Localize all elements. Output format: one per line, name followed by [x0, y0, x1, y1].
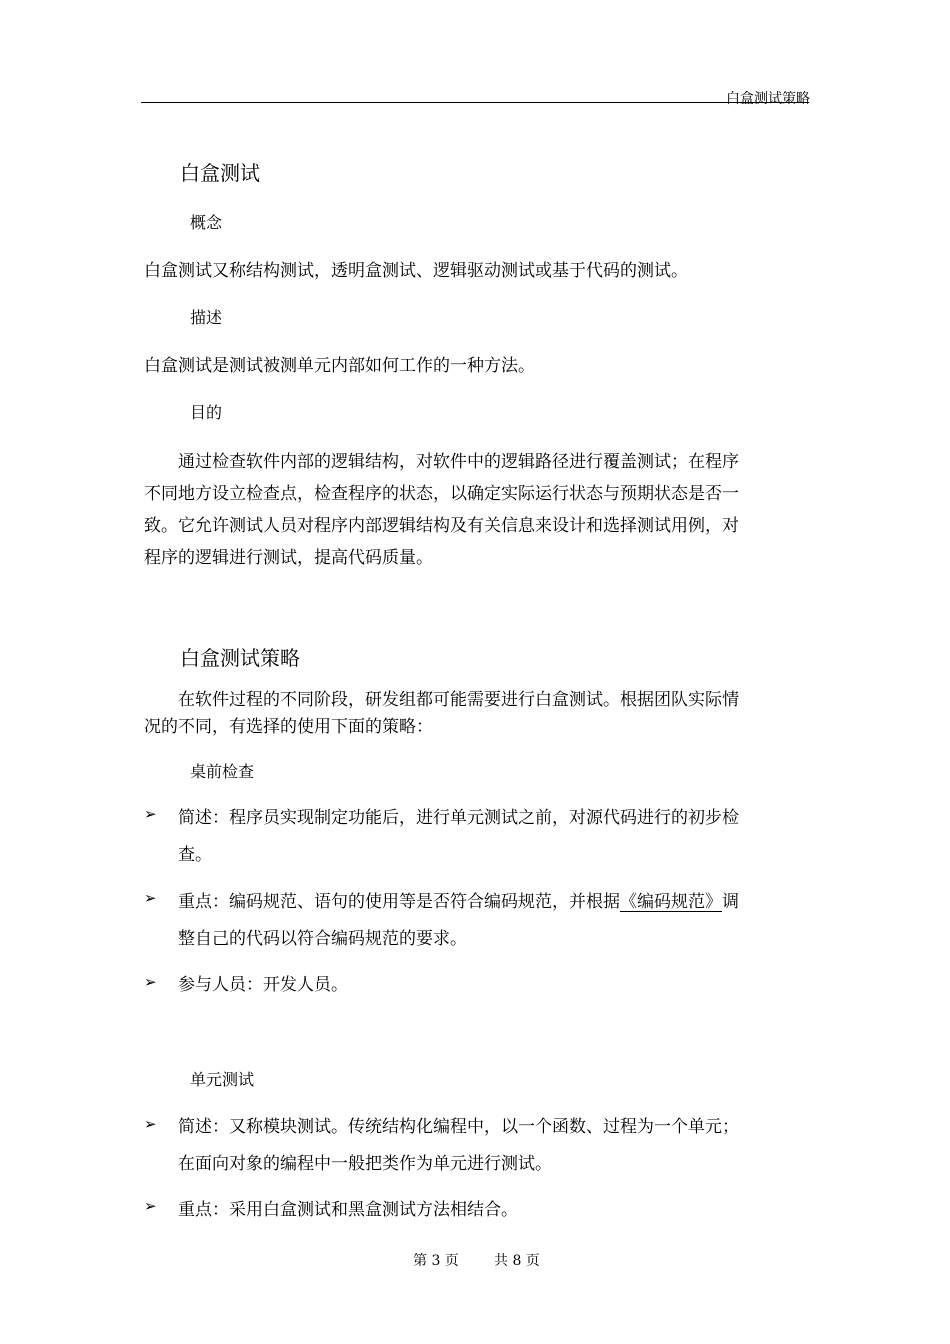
section-title-white-box-testing: 白盒测试 [180, 161, 260, 185]
bullet-arrow-icon: ➢ [144, 805, 157, 823]
strategy-intro-line-1: 在软件过程的不同阶段，研发组都可能需要进行白盒测试。根据团队实际情 [178, 690, 739, 710]
desk-check-summary-line-1: 简述：程序员实现制定功能后，进行单元测试之前，对源代码进行的初步检 [178, 808, 739, 828]
unit-test-summary-line-2: 在面向对象的编程中一般把类作为单元进行测试。 [178, 1154, 552, 1174]
unit-test-focus: 重点：采用白盒测试和黑盒测试方法相结合。 [178, 1200, 518, 1220]
strategy-intro-line-2: 况的不同，有选择的使用下面的策略： [144, 717, 433, 737]
description-text: 白盒测试是测试被测单元内部如何工作的一种方法。 [144, 356, 535, 376]
coding-standard-reference: 《编码规范》 [620, 892, 722, 912]
desk-check-focus-suffix: 调 [722, 892, 739, 912]
purpose-line-4: 程序的逻辑进行测试，提高代码质量。 [144, 548, 433, 568]
purpose-line-1: 通过检查软件内部的逻辑结构，对软件中的逻辑路径进行覆盖测试；在程序 [178, 452, 739, 472]
heading-unit-test: 单元测试 [190, 1070, 255, 1089]
desk-check-participants: 参与人员：开发人员。 [178, 975, 348, 995]
section-title-strategy: 白盒测试策略 [180, 646, 300, 670]
footer-total-pages: 共 8 页 [494, 1253, 540, 1269]
bullet-arrow-icon: ➢ [144, 1197, 157, 1215]
purpose-line-2: 不同地方设立检查点，检查程序的状态，以确定实际运行状态与预期状态是否一 [144, 484, 739, 504]
header-rule [141, 102, 809, 103]
bullet-arrow-icon: ➢ [144, 1115, 157, 1133]
heading-purpose: 目的 [190, 403, 223, 422]
heading-description: 描述 [190, 308, 223, 327]
purpose-line-3: 致。它允许测试人员对程序内部逻辑结构及有关信息来设计和选择测试用例，对 [144, 516, 739, 536]
unit-test-summary-line-1: 简述：又称模块测试。传统结构化编程中，以一个函数、过程为一个单元； [178, 1117, 739, 1137]
bullet-arrow-icon: ➢ [144, 889, 157, 907]
desk-check-summary-line-2: 查。 [178, 845, 212, 865]
concept-text: 白盒测试又称结构测试，透明盒测试、逻辑驱动测试或基于代码的测试。 [144, 261, 688, 281]
footer-page-number: 第 3 页 [413, 1253, 459, 1269]
desk-check-focus-line-1 [178, 887, 739, 912]
heading-desk-check: 桌前检查 [190, 762, 255, 781]
heading-concept: 概念 [190, 213, 223, 232]
running-header: 白盒测试策略 [726, 91, 810, 107]
desk-check-focus-line-2: 整自己的代码以符合编码规范的要求。 [178, 929, 467, 949]
desk-check-focus-prefix: 重点：编码规范、语句的使用等是否符合编码规范，并根据 [178, 892, 620, 912]
bullet-arrow-icon: ➢ [144, 973, 157, 991]
